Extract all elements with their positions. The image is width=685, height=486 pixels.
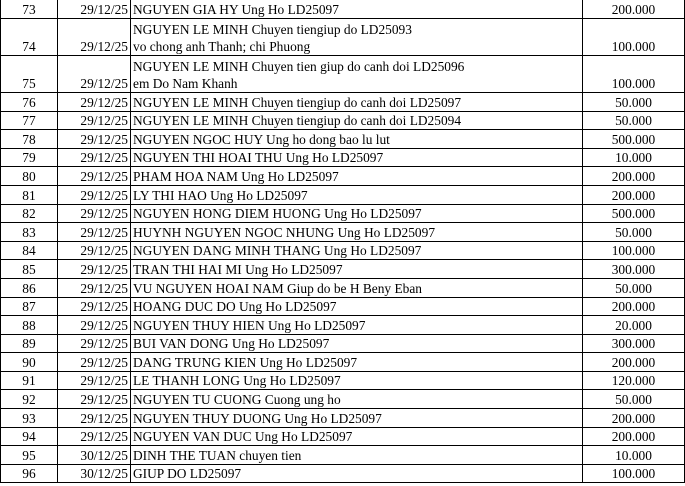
date-cell: 30/12/25: [58, 446, 131, 465]
description-cell: [131, 55, 583, 92]
table-row: [1, 297, 685, 316]
date-cell: 29/12/25: [58, 92, 131, 111]
description-cell: [131, 204, 583, 223]
description-cell: [131, 130, 583, 149]
row-number-cell: 93: [1, 409, 58, 428]
description-line: DANG TRUNG KIEN Ung Ho LD25097: [133, 354, 358, 370]
date-cell: 29/12/25: [58, 316, 131, 335]
date-cell: 29/12/25: [58, 260, 131, 279]
table-row: [1, 130, 685, 149]
description-line: PHAM HOA NAM Ung Ho LD25097: [133, 168, 339, 184]
amount-cell: 500.000: [583, 130, 685, 149]
description-line: em Do Nam Khanh: [133, 75, 238, 91]
row-number-cell: 75: [1, 55, 58, 92]
table-row: [1, 464, 685, 483]
row-number-cell: 95: [1, 446, 58, 465]
description-cell: [131, 409, 583, 428]
description-line: DINH THE TUAN chuyen tien: [133, 447, 302, 463]
table-row: [1, 371, 685, 390]
description-cell: [131, 316, 583, 335]
amount-cell: 200.000: [583, 409, 685, 428]
description-line: NGUYEN VAN DUC Ung Ho LD25097: [133, 429, 353, 445]
row-number-cell: 74: [1, 18, 58, 55]
description-line: NGUYEN LE MINH Chuyen tiengiup do canh doi LD25094: [133, 113, 462, 129]
description-cell: [131, 185, 583, 204]
amount-cell: 500.000: [583, 204, 685, 223]
description-cell: [131, 92, 583, 111]
date-cell: 29/12/25: [58, 55, 131, 92]
description-line: NGUYEN DANG MINH THANG Ung Ho LD25097: [133, 243, 422, 259]
amount-cell: 200.000: [583, 353, 685, 372]
amount-cell: 10.000: [583, 148, 685, 167]
row-number-cell: 80: [1, 167, 58, 186]
description-line: NGUYEN THI HOAI THU Ung Ho LD25097: [133, 150, 384, 166]
row-number-cell: 76: [1, 92, 58, 111]
description-cell: [131, 0, 583, 18]
amount-cell: 50.000: [583, 390, 685, 409]
amount-cell: 100.000: [583, 241, 685, 260]
description-line: LY THI HAO Ung Ho LD25097: [133, 187, 308, 203]
description-cell: [131, 278, 583, 297]
amount-cell: 200.000: [583, 297, 685, 316]
amount-cell: 300.000: [583, 334, 685, 353]
description-cell: [131, 334, 583, 353]
row-number-cell: 94: [1, 427, 58, 446]
row-number-cell: 84: [1, 241, 58, 260]
date-cell: 29/12/25: [58, 278, 131, 297]
table-row: [1, 92, 685, 111]
amount-cell: 300.000: [583, 260, 685, 279]
amount-cell: 50.000: [583, 223, 685, 242]
date-cell: 29/12/25: [58, 371, 131, 390]
amount-cell: 50.000: [583, 278, 685, 297]
amount-cell: 50.000: [583, 111, 685, 130]
amount-cell: 100.000: [583, 55, 685, 92]
description-line: NGUYEN LE MINH Chuyen tien giup do canh doi LD25096: [133, 58, 465, 74]
date-cell: 29/12/25: [58, 204, 131, 223]
row-number-cell: 79: [1, 148, 58, 167]
row-number-cell: 85: [1, 260, 58, 279]
row-number-cell: 78: [1, 130, 58, 149]
table-row: [1, 409, 685, 428]
row-number-cell: 89: [1, 334, 58, 353]
row-number-cell: 88: [1, 316, 58, 335]
row-number-cell: 91: [1, 371, 58, 390]
table-row: [1, 260, 685, 279]
date-cell: 29/12/25: [58, 297, 131, 316]
description-line: vo chong anh Thanh; chi Phuong: [133, 38, 311, 54]
row-number-cell: 83: [1, 223, 58, 242]
row-number-cell: 90: [1, 353, 58, 372]
table-row: [1, 185, 685, 204]
date-cell: 29/12/25: [58, 334, 131, 353]
table-row: [1, 167, 685, 186]
description-line: BUI VAN DONG Ung Ho LD25097: [133, 336, 330, 352]
table-row: [1, 18, 685, 55]
description-cell: [131, 371, 583, 390]
amount-cell: 10.000: [583, 446, 685, 465]
description-cell: [131, 260, 583, 279]
description-line: NGUYEN LE MINH Chuyen tiengiup do canh doi LD25097: [133, 94, 462, 110]
description-line: HOANG DUC DO Ung Ho LD25097: [133, 299, 337, 315]
description-cell: [131, 446, 583, 465]
amount-cell: 200.000: [583, 427, 685, 446]
amount-cell: 200.000: [583, 167, 685, 186]
table-row: [1, 334, 685, 353]
date-cell: 29/12/25: [58, 0, 131, 18]
table-row: [1, 427, 685, 446]
date-cell: 29/12/25: [58, 409, 131, 428]
description-line: LE THANH LONG Ung Ho LD25097: [133, 373, 341, 389]
description-cell: [131, 464, 583, 483]
description-cell: [131, 18, 583, 55]
amount-cell: 50.000: [583, 92, 685, 111]
date-cell: 29/12/25: [58, 167, 131, 186]
table-row: [1, 111, 685, 130]
description-cell: [131, 353, 583, 372]
description-line: NGUYEN THUY HIEN Ung Ho LD25097: [133, 317, 366, 333]
row-number-cell: 82: [1, 204, 58, 223]
date-cell: 29/12/25: [58, 223, 131, 242]
table-row: [1, 148, 685, 167]
date-cell: 29/12/25: [58, 427, 131, 446]
row-number-cell: 86: [1, 278, 58, 297]
ledger-body: [1, 0, 685, 483]
date-cell: 29/12/25: [58, 241, 131, 260]
amount-cell: 100.000: [583, 464, 685, 483]
table-row: [1, 353, 685, 372]
row-number-cell: 77: [1, 111, 58, 130]
table-row: [1, 446, 685, 465]
date-cell: 29/12/25: [58, 111, 131, 130]
description-line: NGUYEN TU CUONG Cuong ung ho: [133, 392, 341, 408]
row-number-cell: 73: [1, 0, 58, 18]
date-cell: 29/12/25: [58, 18, 131, 55]
description-cell: [131, 241, 583, 260]
table-row: [1, 390, 685, 409]
row-number-cell: 92: [1, 390, 58, 409]
description-cell: [131, 167, 583, 186]
description-line: VU NGUYEN HOAI NAM Giup do be H Beny Eban: [133, 280, 422, 296]
row-number-cell: 87: [1, 297, 58, 316]
description-line: NGUYEN THUY DUONG Ung Ho LD25097: [133, 410, 382, 426]
description-cell: [131, 223, 583, 242]
date-cell: 29/12/25: [58, 185, 131, 204]
row-number-cell: 81: [1, 185, 58, 204]
description-line: NGUYEN NGOC HUY Ung ho dong bao lu lut: [133, 131, 390, 147]
amount-cell: 200.000: [583, 0, 685, 18]
date-cell: 29/12/25: [58, 390, 131, 409]
date-cell: 29/12/25: [58, 148, 131, 167]
description-line: NGUYEN HONG DIEM HUONG Ung Ho LD25097: [133, 206, 422, 222]
description-cell: [131, 390, 583, 409]
date-cell: 29/12/25: [58, 130, 131, 149]
description-line: HUYNH NGUYEN NGOC NHUNG Ung Ho LD25097: [133, 224, 436, 240]
table-row: [1, 278, 685, 297]
description-cell: [131, 297, 583, 316]
amount-cell: 120.000: [583, 371, 685, 390]
table-row: [1, 316, 685, 335]
description-cell: [131, 427, 583, 446]
amount-cell: 200.000: [583, 185, 685, 204]
amount-cell: 100.000: [583, 18, 685, 55]
table-row: [1, 241, 685, 260]
table-row: [1, 223, 685, 242]
description-line: GIUP DO LD25097: [133, 466, 242, 482]
row-number-cell: 96: [1, 464, 58, 483]
description-cell: [131, 148, 583, 167]
description-cell: [131, 111, 583, 130]
description-line: TRAN THI HAI MI Ung Ho LD25097: [133, 261, 343, 277]
description-line: NGUYEN GIA HY Ung Ho LD25097: [133, 1, 339, 17]
date-cell: 30/12/25: [58, 464, 131, 483]
date-cell: 29/12/25: [58, 353, 131, 372]
table-row: [1, 0, 685, 18]
table-row: [1, 55, 685, 92]
amount-cell: 20.000: [583, 316, 685, 335]
table-row: [1, 204, 685, 223]
description-line: NGUYEN LE MINH Chuyen tiengiup do LD25093: [133, 21, 412, 37]
